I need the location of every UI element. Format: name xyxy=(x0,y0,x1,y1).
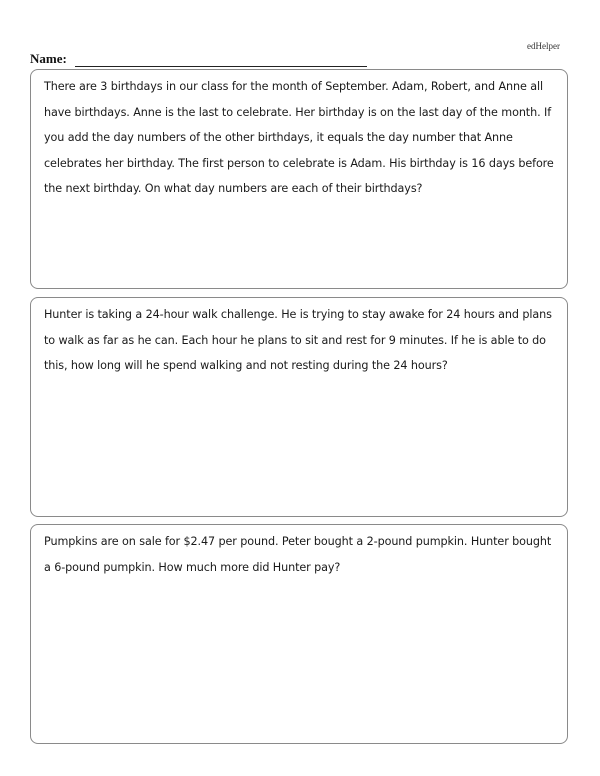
problem-text-3: Pumpkins are on sale for $2.47 per pound. Peter bought a 2-pound pumpkin. Hunter bought a 6-pound pumpkin. How much more did Hunter pay? xyxy=(44,535,552,574)
problem-box-2[interactable] xyxy=(30,297,568,517)
name-field-row xyxy=(30,51,367,67)
problem-box-3[interactable] xyxy=(30,524,568,744)
problem-text-1: There are 3 birthdays in our class for the month of September. Adam, Robert, and Anne all have birthdays. Anne is the last to celebrate. Her birthday is on the last day of the month. If you add the day numbers of the other birthdays, it equals the day number that Anne celebrates her birthday. The first person to celebrate is Adam. His birthday is 16 days before the next birthday. On what day numbers are each of their birthdays? xyxy=(44,80,554,195)
problem-text-2: Hunter is taking a 24-hour walk challenge. He is trying to stay awake for 24 hours and plans to walk as far as he can. Each hour he plans to sit and rest for 9 minutes. If he is able to do this, how long will he spend walking and not resting during the 24 hours? xyxy=(44,308,552,372)
problem-box-1[interactable] xyxy=(30,69,568,289)
brand-label: edHelper xyxy=(527,41,560,51)
name-label: Name: xyxy=(30,51,67,66)
name-answer-line[interactable] xyxy=(75,54,367,67)
